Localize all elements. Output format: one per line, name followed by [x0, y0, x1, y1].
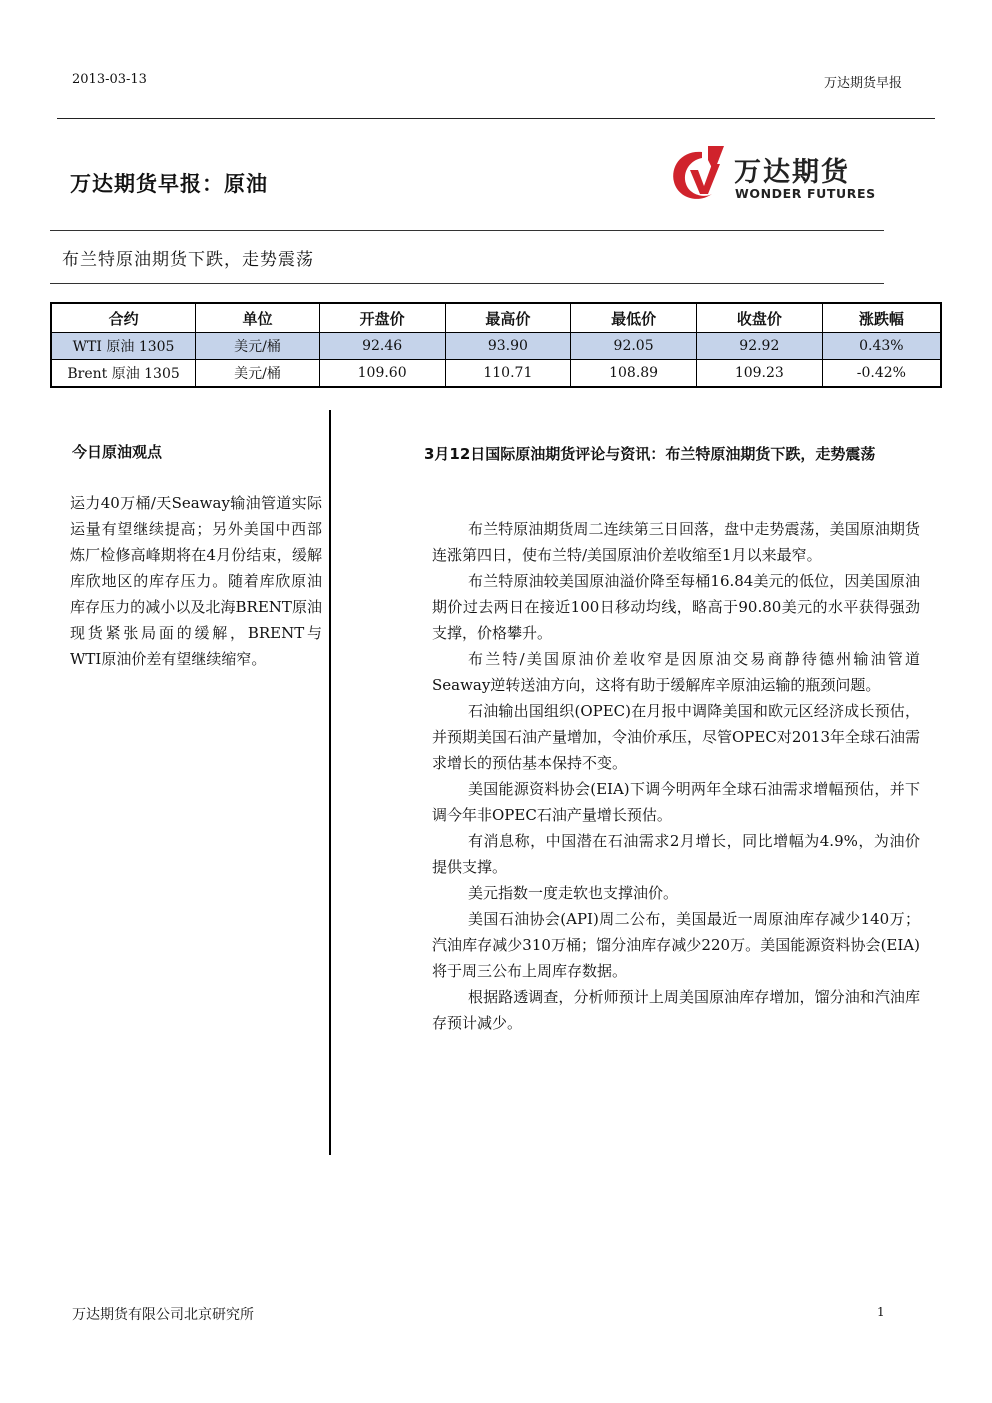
table-cell: 美元/桶	[196, 333, 320, 360]
table-cell: 92.92	[696, 333, 822, 360]
report-date: 2013-03-13	[72, 72, 147, 87]
table-cell: 109.60	[319, 360, 445, 388]
page-title: 万达期货早报：原油	[70, 172, 268, 196]
header-cell-high: 最高价	[445, 303, 571, 333]
subtitle-rule-bottom	[50, 283, 884, 284]
view-section-body: 运力40万桶/天Seaway输油管道实际运量有望继续提高；另外美国中西部炼厂检修高峰期将在4月份结束，缓解库欣地区的库存压力。随着库欣原油库存压力的减小以及北海BRENT原油现货紧张局面的缓解，BRENT与WTI原油价差有望继续缩窄。	[70, 494, 322, 668]
table-header-row	[51, 303, 941, 333]
table-cell: 92.46	[319, 333, 445, 360]
table-cell: 美元/桶	[196, 360, 320, 388]
column-divider	[329, 410, 331, 1155]
news-section-title: 3月12日国际原油期货评论与资讯：布兰特原油期货下跌，走势震荡	[424, 445, 876, 463]
company-logo	[668, 142, 878, 208]
header-cell-low: 最低价	[571, 303, 697, 333]
table-cell: -0.42%	[822, 360, 941, 388]
view-section-title: 今日原油观点	[72, 443, 163, 461]
header-report-name: 万达期货早报	[823, 76, 902, 91]
table-cell: 92.05	[571, 333, 697, 360]
table-cell: 109.23	[696, 360, 822, 388]
table-cell: 110.71	[445, 360, 571, 388]
header-cell-open: 开盘价	[319, 303, 445, 333]
news-paragraph: 根据路透调查，分析师预计上周美国原油库存增加，馏分油和汽油库存预计减少。	[432, 988, 920, 1032]
page-number: 1	[877, 1305, 885, 1319]
news-paragraph: 美国能源资料协会(EIA)下调今明两年全球石油需求增幅预估，并下调今年非OPEC石油产量增长预估。	[432, 780, 920, 824]
news-paragraph: 石油输出国组织(OPEC)在月报中调降美国和欧元区经济成长预估，并预期美国石油产量增加，令油价承压，尽管OPEC对2013年全球石油需求增长的预估基本保持不变。	[432, 702, 920, 772]
subtitle-rule-top	[50, 230, 884, 231]
table-cell: 93.90	[445, 333, 571, 360]
news-paragraph: 布兰特原油较美国原油溢价降至每桶16.84美元的低位，因美国原油期价过去两日在接近100日移动均线，略高于90.80美元的水平获得强劲支撑，价格攀升。	[432, 572, 920, 642]
table-cell: WTI 原油 1305	[51, 333, 196, 360]
news-paragraph: 美元指数一度走软也支撑油价。	[468, 884, 679, 902]
quotes-table	[50, 302, 942, 388]
headline-subtitle: 布兰特原油期货下跌，走势震荡	[62, 250, 314, 270]
table-row	[51, 360, 941, 388]
news-paragraph: 布兰特/美国原油价差收窄是因原油交易商静待德州输油管道Seaway逆转送油方向，这将有助于缓解库辛原油运输的瓶颈问题。	[432, 650, 920, 694]
logo-chinese-name: 万达期货	[734, 157, 850, 188]
header-rule	[57, 118, 935, 119]
footer-company: 万达期货有限公司北京研究所	[72, 1307, 254, 1323]
header-cell-close: 收盘价	[696, 303, 822, 333]
header-cell-unit: 单位	[196, 303, 320, 333]
table-cell: 0.43%	[822, 333, 941, 360]
wonder-logo-mark-icon	[668, 142, 730, 206]
news-paragraph: 有消息称，中国潜在石油需求2月增长，同比增幅为4.9%，为油价提供支撑。	[432, 832, 920, 876]
news-paragraph: 美国石油协会(API)周二公布，美国最近一周原油库存减少140万；汽油库存减少310万桶；馏分油库存减少220万。美国能源资料协会(EIA)将于周三公布上周库存数据。	[432, 910, 920, 980]
news-section-body	[432, 516, 920, 1036]
table-row	[51, 333, 941, 360]
table-cell: Brent 原油 1305	[51, 360, 196, 388]
news-paragraph: 布兰特原油期货周二连续第三日回落，盘中走势震荡，美国原油期货连涨第四日，使布兰特/美国原油价差收缩至1月以来最窄。	[432, 520, 920, 564]
header-cell-contract: 合约	[51, 303, 196, 333]
table-cell: 108.89	[571, 360, 697, 388]
header-cell-change: 涨跌幅	[822, 303, 941, 333]
logo-english-name: WONDER FUTURES	[735, 186, 876, 201]
